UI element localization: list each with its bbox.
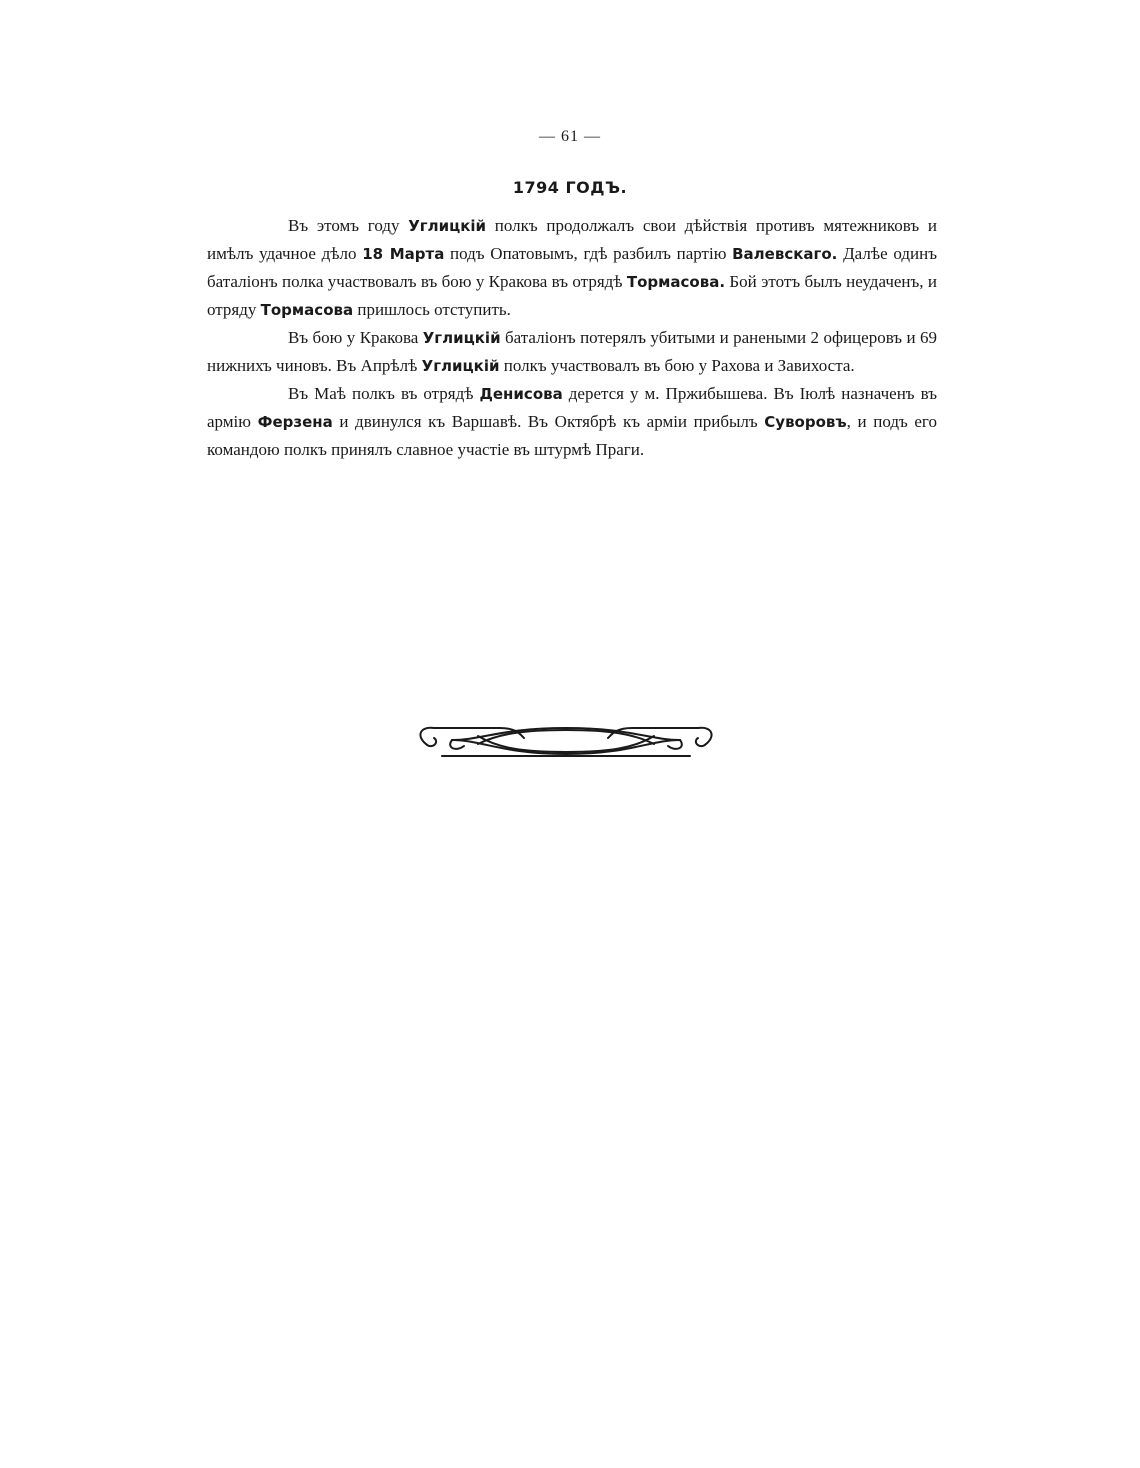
bold-run: Валевскаго.: [732, 245, 838, 263]
text-run: дерется у м. Пржибышева. Въ Іюлѣ назначенъ въ армію: [207, 384, 938, 431]
text-run: и двинулся къ Варшавѣ. Въ Октябрѣ къ арміи прибылъ: [332, 412, 765, 431]
paragraph-1: [207, 212, 937, 324]
text-run: Далѣе одинъ баталіонъ полка участвовалъ въ бою у Кракова въ отрядѣ: [207, 244, 937, 291]
bold-run: Углицкій: [421, 357, 500, 375]
text-run: Въ этомъ году: [288, 216, 409, 235]
bold-run: Тормасова: [260, 301, 354, 319]
ornament-divider-icon: [412, 722, 720, 762]
paragraph-2: [207, 324, 937, 380]
bold-run: 18 Марта: [362, 245, 445, 263]
bold-run: Углицкій: [422, 329, 501, 347]
text-run: полкъ участвовалъ въ бою у Рахова и Завихоста.: [499, 356, 855, 375]
text-run: Въ Маѣ полкъ въ отрядѣ: [288, 384, 480, 403]
page-number: — 61 —: [539, 128, 601, 145]
bold-run: Ферзена: [257, 413, 333, 431]
section-heading: 1794 ГОДЪ.: [512, 178, 628, 197]
paragraph-3: [207, 380, 937, 463]
text-run: подъ Опатовымъ, гдѣ разбилъ партію: [444, 244, 733, 263]
text-run: Въ бою у Кракова: [288, 328, 423, 347]
text-run: Бой этотъ былъ неудаченъ, и отряду: [207, 272, 937, 319]
bold-run: Денисова: [479, 385, 563, 403]
text-run: баталіонъ потерялъ убитыми и ранеными 2 офицеровъ и 69 нижнихъ чиновъ. Въ Апрѣлѣ: [207, 328, 937, 375]
text-run: , и подъ его командою полкъ принялъ славное участіе въ штурмѣ Праги.: [207, 412, 937, 459]
body-text: [207, 212, 937, 463]
bold-run: Тормасова.: [626, 273, 726, 291]
bold-run: Суворовъ: [764, 413, 847, 431]
bold-run: Углицкій: [408, 217, 487, 235]
text-run: полкъ продолжалъ свои дѣйствія противъ мятежниковъ и имѣлъ удачное дѣло: [207, 216, 937, 263]
text-run: пришлось отступить.: [353, 300, 511, 319]
